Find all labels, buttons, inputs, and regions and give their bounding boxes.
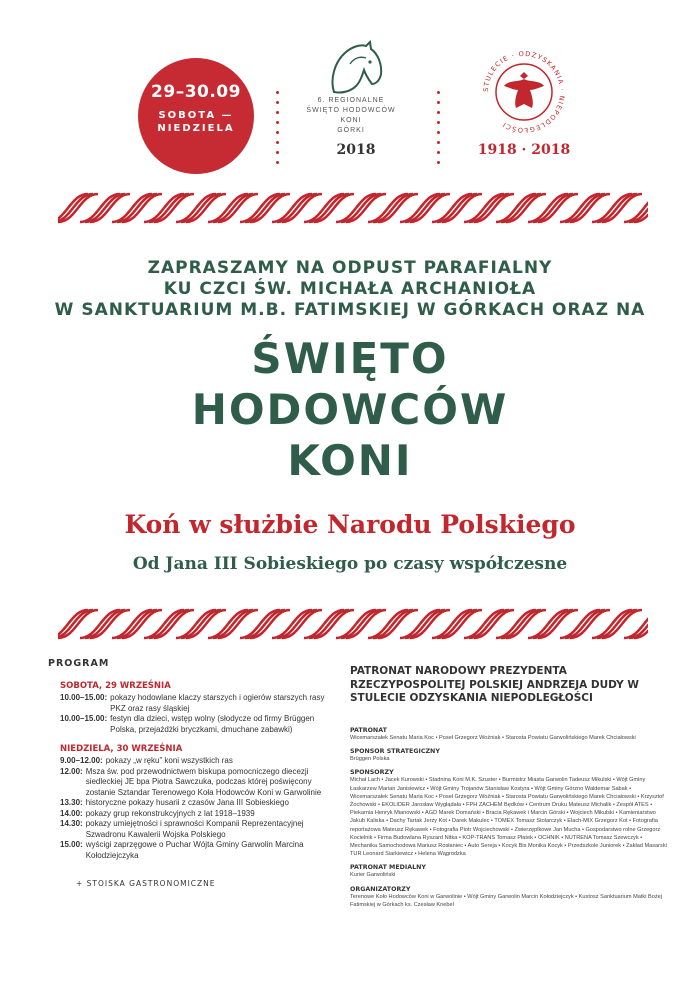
program-text: Msza św. pod przewodnictwem biskupa pomocniczego diecezji siedleckiej JE bpa Piotra Sawczuka, podczas której poświęcony zostanie Sztandar Terenowego Koła Hodowców Koni w Garwolinie: [85, 766, 322, 797]
section-text: Terenowe Koło Hodowców Koni w Garwolinie • Wójt Gminy Garwolin Marcin Kołodziejczyk • Kustosz Sanktuarium Matki Bożej Fatimskiej w Górkach ks. Czesław Knebel: [350, 893, 663, 908]
invitation-line: KU CZCI ŚW. MICHAŁA ARCHANIOŁA: [163, 279, 537, 299]
program-item: [60, 840, 330, 861]
section-label: PATRONAT: [350, 727, 387, 734]
program-item: [60, 819, 330, 840]
polish-eagle-icon: [504, 72, 544, 108]
program-item: [60, 809, 330, 820]
invitation-line: ZAPRASZAMY NA ODPUST PARAFIALNY: [147, 258, 553, 278]
program-item: [60, 714, 330, 735]
program-text: historyczne pokazy husarii z czasów Jana III Sobieskiego: [85, 798, 289, 807]
dot-separator: [276, 84, 280, 171]
section-label: ORGANIZATORZY: [350, 885, 411, 893]
event-year: 2018: [336, 142, 376, 158]
program-section: [48, 658, 330, 888]
svg-text:STULECIE · ODZYSKANIA · NIEPOD: STULECIE · ODZYSKANIA · NIEPODLEGŁOŚCI: [481, 49, 567, 135]
program-text: festyn dla dzieci, wstęp wolny (słodycze od firmy Brüggen Polska, przejażdżki bryczkami, dmuchane zabawki): [110, 714, 315, 734]
section-text: Brüggen Polska: [350, 756, 390, 763]
subtitle: Koń w służbie Narodu Polskiego: [124, 510, 576, 539]
program-text: pokazy hodowlane klaczy starszych i ogierów starszych rasy PKZ oraz rasy śląskiej: [110, 693, 325, 713]
dot-separator: [437, 84, 441, 171]
section-text: Kurier Garwoliński: [350, 872, 396, 879]
program-text: wyścigi zaprzęgowe o Puchar Wójta Gminy Garwolin Marcina Kołodziejczyka: [85, 840, 304, 860]
date-badge: [138, 58, 254, 174]
decorative-band-top: [58, 188, 648, 228]
program-text: pokazy umiejętności i sprawności Kompanii Reprezentacyjnej Szwadronu Kawalerii Wojska Polskiego: [85, 819, 304, 839]
decorative-band-bottom: [58, 604, 648, 644]
program-text: pokazy „w ręku” koni wszystkich ras: [105, 756, 233, 765]
main-title: [50, 333, 650, 486]
program-time: 10.00–15.00:: [60, 693, 108, 702]
program-text: pokazy grup rekonstrukcyjnych z lat 1918–1939: [85, 808, 255, 818]
event-edition: 6. REGIONALNE ŚWIĘTO HODOWCÓW KONI GÓRKI: [306, 97, 396, 134]
program-time: 13.30:: [60, 798, 83, 807]
program-item: [60, 767, 330, 799]
program-time: 9.00–12.00:: [60, 756, 103, 765]
title-line: ŚWIĘTO: [251, 334, 449, 383]
program-time: 12.00:: [60, 766, 83, 776]
program-time: 15.00:: [60, 840, 83, 849]
section-label: SPONSOR STRATEGICZNY: [350, 748, 440, 756]
day-sunday: NIEDZIELA: [157, 123, 235, 134]
program-time: 14.00:: [60, 808, 83, 818]
day-label: NIEDZIELA, 30 WRZEŚNIA: [60, 744, 183, 754]
national-patronage-heading: PATRONAT NARODOWY PREZYDENTA RZECZYPOSPOLITEJ POLSKIEJ ANDRZEJA DUDY W STULECIE ODZYSKANIA NIEPODLEGŁOŚCI: [350, 665, 639, 704]
title-line: HODOWCÓW: [191, 385, 509, 434]
section-text: Michał Lach • Jacek Kurowski • Stadnina Koni M.K. Szuster • Burmistrz Miasta Garwolin Tadeusz Mikulski • Wójt Gminy Łaskarzew Marian Janisiewicz • Wójt Gminy Trojanów Stanisław Kostyra • Wójt Gminy Górzno Waldemar Sabak • Wicemarszałek Senatu Maria Koc • Poseł Grzegorz Woźniak • Starosta Powiatu Garwolińskiego Marek Chciałowski • Krzysztof Żochowski • EKOLIDER Jarosław Wygłądała • FPH ZACHEM Będków • Centrum Druku Mateusz Michalik • Zespół ATES • Piekarnia Henryk Mianowski • AGD Marek Domański • Bracia Rękawek i Marcin Górski • Wojciech Mikulski • Kamieniarstwo Jakub Kaliska • Dachy Tartak Jerzy Kot • Darek Makulec • TOMEX Tomasz Stolarczyk • Elach-MIX Grzegorz Kot • Fotografia reportażowa Mateusz Rękawek • Fotografia Piotr Wojciechowski • Zwierzęplkowe Jan Mucha • Gospodarstwo rolne Grzegorz Kocielnik • Firma Budowlana Ryszard Nitka • KOP-TRANS Tomasz Płatek • OCHNIK • NUTRENA Tomasz Szewczyk • Mechanika Samochodowa Mariusz Rosłaniec • Auto Sereja • Kocyk Bis Monika Kocyk • Przedszkole Juniorek • Zakład Masarski TUR Leonard Siarkiewicz • Helena Wągrodzka: [350, 777, 667, 858]
sponsors-section: [350, 727, 670, 909]
program-item: [60, 798, 330, 809]
section-label: PATRONAT MEDIALNY: [350, 864, 426, 872]
program-time: 10.00–15.00:: [60, 714, 108, 723]
day-saturday: SOBOTA —: [158, 110, 234, 121]
section-label: SPONSORZY: [350, 769, 394, 777]
invitation-line: W SANKTUARIUM M.B. FATIMSKIEJ W GÓRKACH ORAZ NA: [54, 300, 646, 320]
section-text: Wicemarszałek Senatu Maria Koc • Poseł Grzegorz Woźniak • Starosta Powiatu Garwolińskiego Marek Chciałowski: [350, 735, 636, 741]
horse-head-icon: [326, 40, 386, 96]
centenary-years: 1918 · 2018: [477, 142, 571, 158]
title-line: KONI: [287, 436, 413, 485]
program-time: 14.30:: [60, 819, 83, 828]
date-range: 29–30.09: [151, 82, 241, 102]
program-heading: PROGRAM: [48, 658, 110, 669]
program-item: [60, 756, 330, 767]
program-item: [60, 693, 330, 714]
invitation-text: [50, 258, 650, 321]
food-stands-note: + STOISKA GASTRONOMICZNE: [76, 879, 216, 888]
day-label: SOBOTA, 29 WRZEŚNIA: [60, 681, 171, 691]
subtitle-secondary: Od Jana III Sobieskiego po czasy współczesne: [132, 554, 568, 574]
centenary-seal: [478, 46, 570, 138]
